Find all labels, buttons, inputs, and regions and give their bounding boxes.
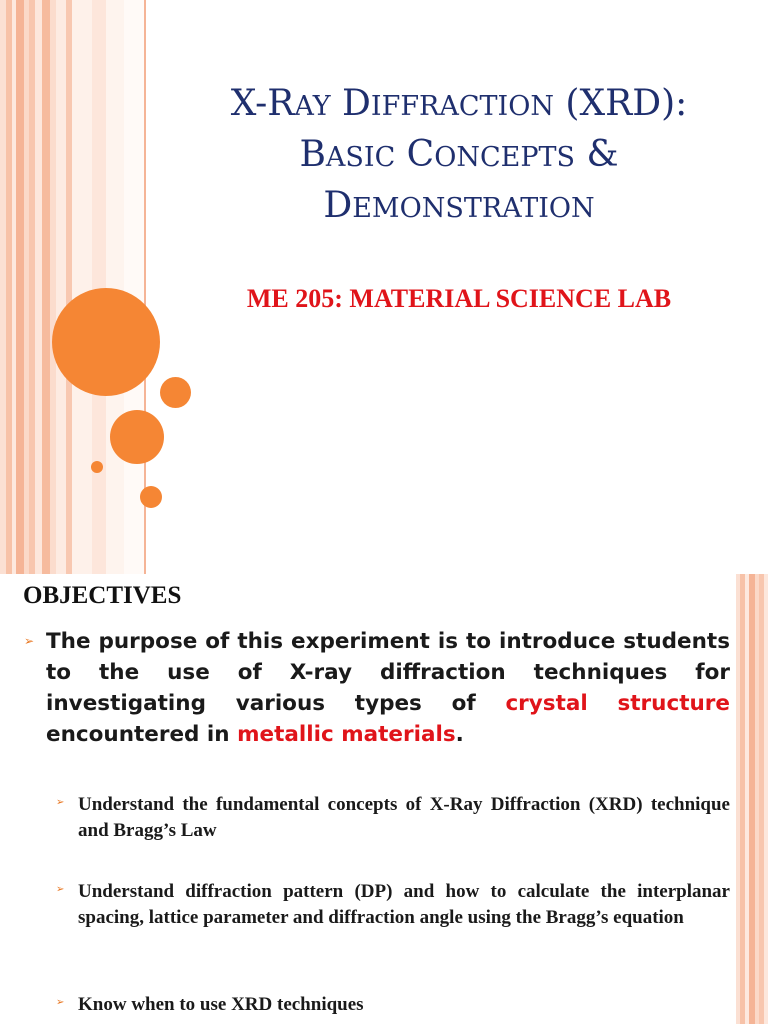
bullet-arrow-icon: ➢ [56,884,65,895]
highlight-crystal-structure: crystal structure [505,691,730,716]
large-circle-decoration [52,288,160,396]
title-line: X-RAY DIFFRACTION (XRD): [230,83,688,124]
stripe [56,0,66,574]
stripe [72,0,92,574]
stripe [764,574,768,1024]
main-bullet-text: The purpose of this experiment is to introduce students to the use of X-ray diffraction techniques for investigating various types of crystal structure encountered in metallic materials. [46,629,730,747]
slide-title [150,80,768,233]
highlight-metallic-materials: metallic materials [237,722,456,747]
stripe [124,0,144,574]
sub-bullet: ➢ Understand the fundamental concepts of X-Ray Diffraction (XRD) technique and Bragg’s Law [56,792,730,844]
objectives-heading: OBJECTIVES [23,582,182,609]
stripe [106,0,124,574]
main-bullet [24,626,730,750]
sub-bullet: ➢ Understand diffraction pattern (DP) and how to calculate the interplanar spacing, lattice parameter and diffraction angle using the Bragg’s equation [56,879,730,931]
bullet-arrow-icon: ➢ [56,997,65,1008]
title-line: BASIC CONCEPTS & [299,134,619,175]
stripe [35,0,42,574]
small-circle-decoration [160,377,191,408]
title-line: DEMONSTRATION [323,185,595,226]
sub-bullet: ➢ Know when to use XRD techniques [56,992,730,1018]
stripe [16,0,24,574]
stripe [42,0,50,574]
bullet-arrow-icon: ➢ [24,634,35,648]
small-circle-decoration [140,486,162,508]
slide-subtitle: ME 205: MATERIAL SCIENCE LAB [246,284,672,313]
objectives-slide [0,574,768,1024]
stripe [92,0,106,574]
bullet-arrow-icon: ➢ [56,797,65,808]
medium-circle-decoration [110,410,164,464]
tiny-circle-decoration [91,461,103,473]
